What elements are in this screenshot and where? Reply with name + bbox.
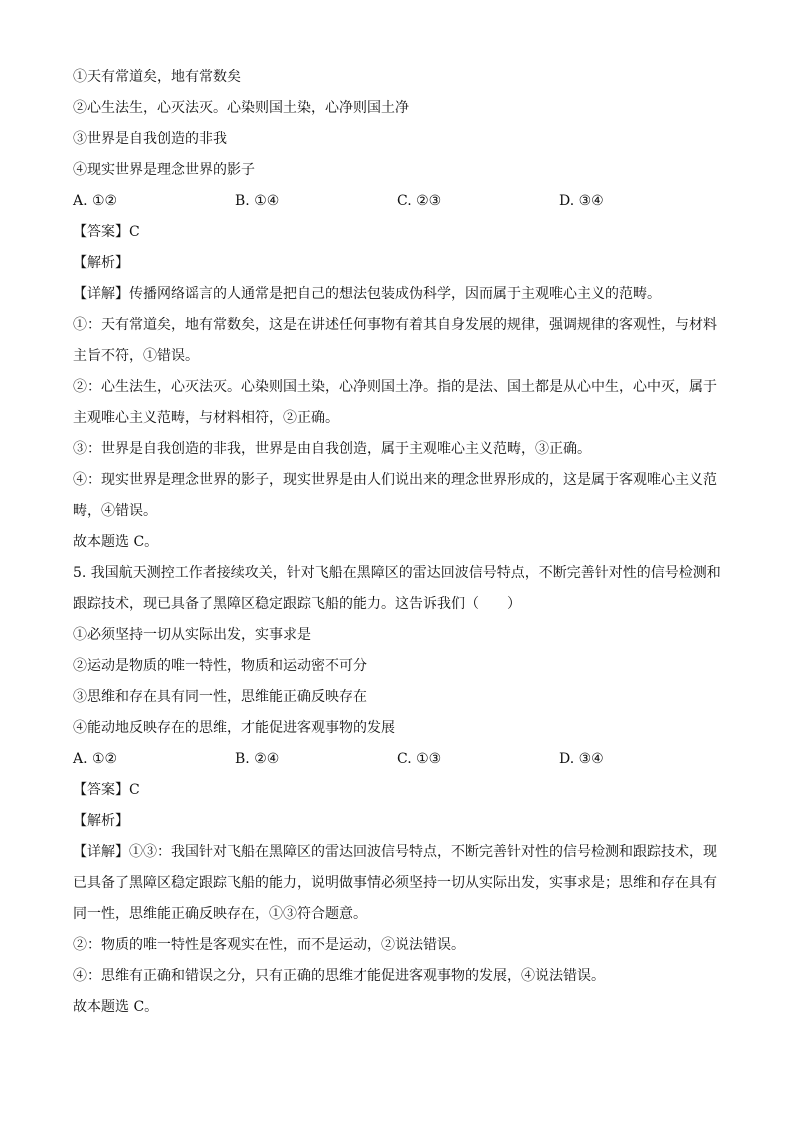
q5-statement-1: ①必须坚持一切从实际出发，实事求是 (73, 627, 311, 643)
q5-option-b: B. ②④ (235, 751, 280, 767)
q5-conclusion: 故本题选 C。 (73, 999, 159, 1015)
q4-statement-3: ③世界是自我创造的非我 (73, 131, 227, 147)
q4-statements (73, 62, 723, 186)
q5-option-d: D. ③④ (559, 751, 604, 767)
q5-option-a: A. ①② (73, 751, 118, 767)
q5-stem: 5. 我国航天测控工作者接续攻关，针对飞船在黑障区的雷达回波信号特点，不断完善针对性的信号检测和跟踪技术，现已具备了黑障区稳定跟踪飞船的能力。这告诉我们（ ） (73, 565, 721, 612)
q4-explanation-4: ④：现实世界是理念世界的影子，现实世界是由人们说出来的理念世界形成的，这是属于客观唯心主义范畴，④错误。 (73, 472, 717, 519)
q4-explanation-2: ②：心生法生，心灭法灭。心染则国土染，心净则国土净。指的是法、国土都是从心中生，心中灭，属于主观唯心主义范畴，与材料相符，②正确。 (73, 379, 717, 426)
q5-analysis-tag: 【解析】 (73, 813, 129, 829)
q4-statement-1: ①天有常道矣，地有常数矣 (73, 69, 241, 85)
q5-option-c: C. ①③ (397, 751, 442, 767)
q5-statement-3: ③思维和存在具有同一性，思维能正确反映存在 (73, 689, 367, 705)
q4-detail-tag: 【详解】 (73, 286, 129, 302)
q4-answer (73, 217, 723, 248)
q4-options (73, 186, 723, 217)
q4-answer-tag: 【答案】 (73, 224, 129, 240)
q5-explanation-1: ②：物质的唯一特性是客观实在性，而不是运动，②说法错误。 (73, 937, 465, 953)
q4-analysis-tag: 【解析】 (73, 255, 129, 271)
q4-answer-value: C (129, 224, 140, 240)
q4-conclusion: 故本题选 C。 (73, 534, 159, 550)
q5-detail-text: ①③：我国针对飞船在黑障区的雷达回波信号特点，不断完善针对性的信号检测和跟踪技术，现已具备了黑障区稳定跟踪飞船的能力，说明做事情必须坚持一切从实际出发，实事求是；思维和存在具有同一性，思维能正确反映存在，①③符合题意。 (73, 844, 717, 922)
q5-detail-tag: 【详解】 (73, 844, 129, 860)
q5-options (73, 744, 723, 775)
q5-answer (73, 775, 723, 806)
q5-answer-value: C (129, 782, 140, 798)
q4-statement-4: ④现实世界是理念世界的影子 (73, 162, 255, 178)
q5-detail (73, 837, 723, 930)
q5-answer-tag: 【答案】 (73, 782, 129, 798)
q4-option-c: C. ②③ (397, 193, 442, 209)
q4-explanation-1: ①：天有常道矣，地有常数矣，这是在讲述任何事物有着其自身发展的规律，强调规律的客观性，与材料主旨不符，①错误。 (73, 317, 717, 364)
q4-option-b: B. ①④ (235, 193, 280, 209)
q4-detail (73, 279, 723, 310)
q5-statement-2: ②运动是物质的唯一特性，物质和运动密不可分 (73, 658, 367, 674)
q4-option-a: A. ①② (73, 193, 118, 209)
q4-explanation-3: ③：世界是自我创造的非我，世界是由自我创造，属于主观唯心主义范畴，③正确。 (73, 441, 591, 457)
q4-option-d: D. ③④ (559, 193, 604, 209)
q5-explanation-2: ④：思维有正确和错误之分，只有正确的思维才能促进客观事物的发展，④说法错误。 (73, 968, 605, 984)
q4-detail-text: 传播网络谣言的人通常是把自己的想法包装成伪科学，因而属于主观唯心主义的范畴。 (129, 286, 661, 302)
q4-statement-2: ②心生法生，心灭法灭。心染则国土染，心净则国土净 (73, 100, 409, 116)
document-page (73, 62, 723, 1023)
q5-statement-4: ④能动地反映存在的思维，才能促进客观事物的发展 (73, 720, 395, 736)
q5-statements (73, 620, 723, 744)
